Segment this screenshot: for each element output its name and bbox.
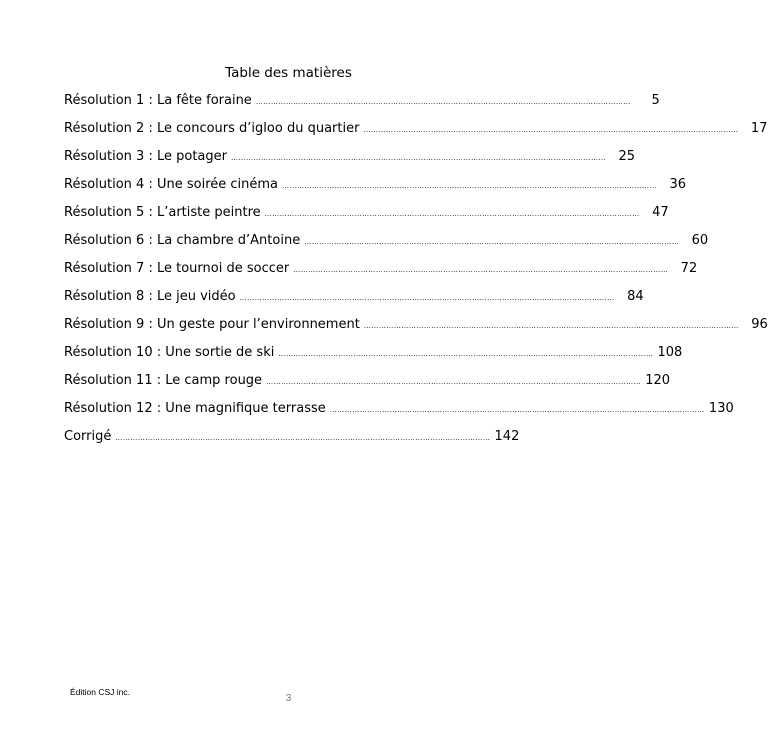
toc-entry	[64, 372, 671, 400]
dot-leader: ……………………………………………………………………………………………………………………………………	[293, 266, 669, 274]
dot-leader: ……………………………………………………………………………………………………………………………………	[255, 98, 631, 106]
dot-leader: ……………………………………………………………………………………………………………………………………	[266, 378, 642, 386]
toc-list	[64, 92, 768, 456]
toc-entry-page: 60	[691, 233, 709, 248]
dot-leader: ……………………………………………………………………………………………………………………………………	[239, 294, 615, 302]
toc-entry-page: 5	[651, 93, 660, 108]
dot-leader: ……………………………………………………………………………………………………………………………………	[363, 126, 739, 134]
toc-entry-label: Résolution 2 : Le concours d’igloo du quartier	[64, 121, 360, 136]
toc-entry-page: 108	[657, 345, 683, 360]
toc-entry-page: 72	[680, 261, 698, 276]
toc-entry	[64, 148, 635, 176]
toc-entry-page: 25	[618, 149, 635, 164]
toc-entry-page: 120	[645, 373, 671, 388]
toc-entry-label: Résolution 11 : Le camp rouge	[64, 373, 263, 388]
dot-leader: ……………………………………………………………………………………………………………………………………	[264, 210, 640, 218]
toc-entry-label: Résolution 4 : Une soirée cinéma	[64, 177, 279, 192]
toc-entry	[64, 288, 644, 316]
toc-entry	[64, 428, 520, 456]
page-number: 3	[285, 693, 292, 704]
toc-entry-page: 130	[708, 401, 734, 416]
publisher-footer: Édition CSJ inc.	[70, 687, 130, 697]
toc-entry-label: Résolution 8 : Le jeu vidéo	[64, 289, 236, 304]
toc-entry	[64, 316, 768, 344]
toc-entry-page: 96	[751, 317, 768, 332]
toc-entry	[64, 260, 698, 288]
dot-leader: ……………………………………………………………………………………………………………………………………	[230, 154, 606, 162]
toc-entry	[64, 400, 734, 428]
toc-entry-page: 36	[669, 177, 687, 192]
toc-entry	[64, 176, 687, 204]
toc-entry-label: Résolution 9 : Un geste pour l’environnement	[64, 317, 360, 332]
toc-title: Table des matières	[225, 65, 352, 81]
toc-entry-page: 142	[494, 429, 520, 444]
toc-entry-label: Corrigé	[64, 429, 112, 444]
dot-leader: ……………………………………………………………………………………………………………………………………	[115, 434, 491, 442]
toc-entry-label: Résolution 5 : L’artiste peintre	[64, 205, 261, 220]
dot-leader: ……………………………………………………………………………………………………………………………………	[329, 406, 705, 414]
toc-entry	[64, 92, 660, 120]
toc-entry	[64, 120, 768, 148]
toc-entry	[64, 232, 709, 260]
dot-leader: ……………………………………………………………………………………………………………………………………	[363, 322, 739, 330]
dot-leader: ……………………………………………………………………………………………………………………………………	[278, 350, 654, 358]
dot-leader: ……………………………………………………………………………………………………………………………………	[282, 182, 658, 190]
toc-entry-label: Résolution 6 : La chambre d’Antoine	[64, 233, 301, 248]
toc-entry-label: Résolution 1 : La fête foraine	[64, 93, 252, 108]
toc-entry	[64, 204, 669, 232]
toc-entry-page: 17	[750, 121, 768, 136]
toc-entry-label: Résolution 12 : Une magnifique terrasse	[64, 401, 326, 416]
toc-entry-label: Résolution 10 : Une sortie de ski	[64, 345, 275, 360]
toc-entry-page: 47	[652, 205, 669, 220]
toc-entry-label: Résolution 7 : Le tournoi de soccer	[64, 261, 290, 276]
toc-entry-label: Résolution 3 : Le potager	[64, 149, 227, 164]
toc-entry-page: 84	[627, 289, 644, 304]
toc-entry	[64, 344, 683, 372]
dot-leader: ……………………………………………………………………………………………………………………………………	[304, 238, 680, 246]
